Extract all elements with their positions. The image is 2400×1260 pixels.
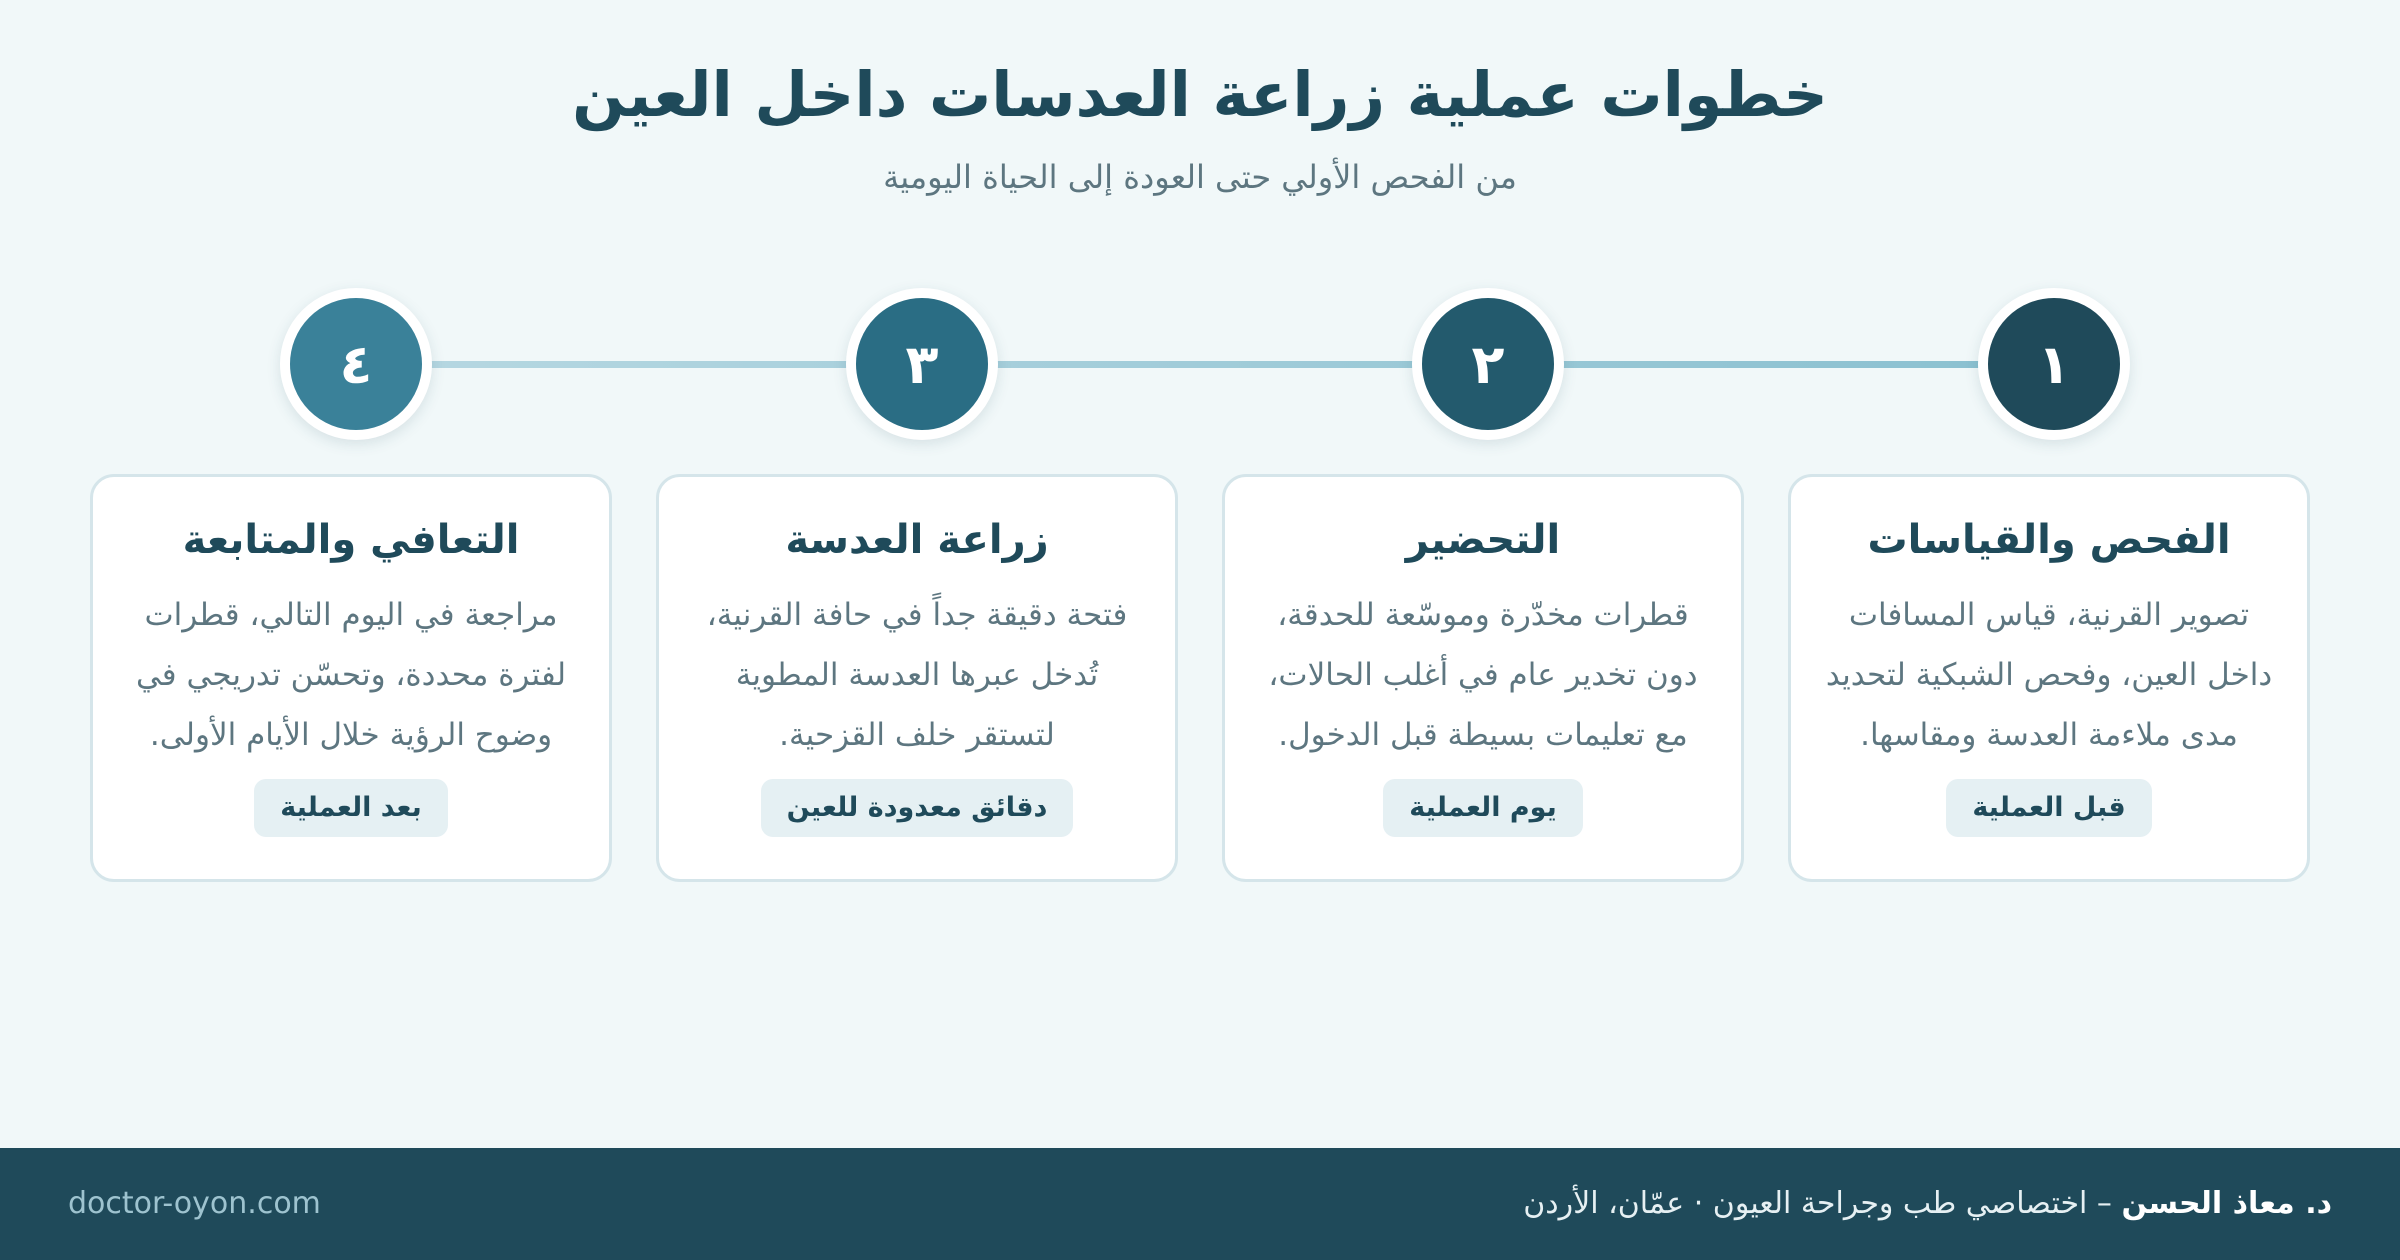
step-card-badge: قبل العملية — [1946, 779, 2151, 837]
step-card-badge: يوم العملية — [1383, 779, 1582, 837]
step-card-description: قطرات مخدّرة وموسّعة للحدقة، دون تخدير عام في أغلب الحالات، مع تعليمات بسيطة قبل الدخول. — [1268, 597, 1698, 753]
page-subtitle: من الفحص الأولي حتى العودة إلى الحياة اليومية — [883, 158, 1517, 196]
step-card-3 — [656, 474, 1178, 882]
step-card-title: التعافي والمتابعة — [182, 517, 520, 563]
step-card-2 — [1222, 474, 1744, 882]
step-card-badge: بعد العملية — [254, 779, 448, 837]
step-card-title: زراعة العدسة — [785, 517, 1049, 563]
doctor-specialty: – اختصاصي طب وجراحة العيون · عمّان، الأردن — [1523, 1186, 2122, 1221]
footer-website-link[interactable]: doctor-oyon.com — [68, 1186, 321, 1221]
footer-credit — [1523, 1148, 2332, 1260]
step-card-1 — [1788, 474, 2310, 882]
step-card-title: التحضير — [1405, 517, 1561, 563]
step-card-description: فتحة دقيقة جداً في حافة القرنية، تُدخل عبرها العدسة المطوية لتستقر خلف القزحية. — [706, 597, 1128, 753]
step-card-description: تصوير القرنية، قياس المسافات داخل العين، وفحص الشبكية لتحديد مدى ملاءمة العدسة ومقاسها. — [1825, 597, 2273, 753]
page-title: خطوات عملية زراعة العدسات داخل العين — [572, 58, 1828, 131]
doctor-name: د. معاذ الحسن — [2121, 1186, 2332, 1221]
step-1-number: ١ — [1978, 288, 2130, 440]
step-2-number: ٢ — [1412, 288, 1564, 440]
step-3-number: ٣ — [846, 288, 998, 440]
step-card-description: مراجعة في اليوم التالي، قطرات لفترة محددة، وتحسّن تدريجي في وضوح الرؤية خلال الأيام الأولى. — [135, 597, 567, 753]
step-card-4 — [90, 474, 612, 882]
step-card-title: الفحص والقياسات — [1867, 517, 2231, 563]
footer-bar — [0, 1148, 2400, 1260]
timeline-connector — [350, 361, 2050, 368]
step-4-number: ٤ — [280, 288, 432, 440]
step-card-badge: دقائق معدودة للعين — [761, 779, 1074, 837]
